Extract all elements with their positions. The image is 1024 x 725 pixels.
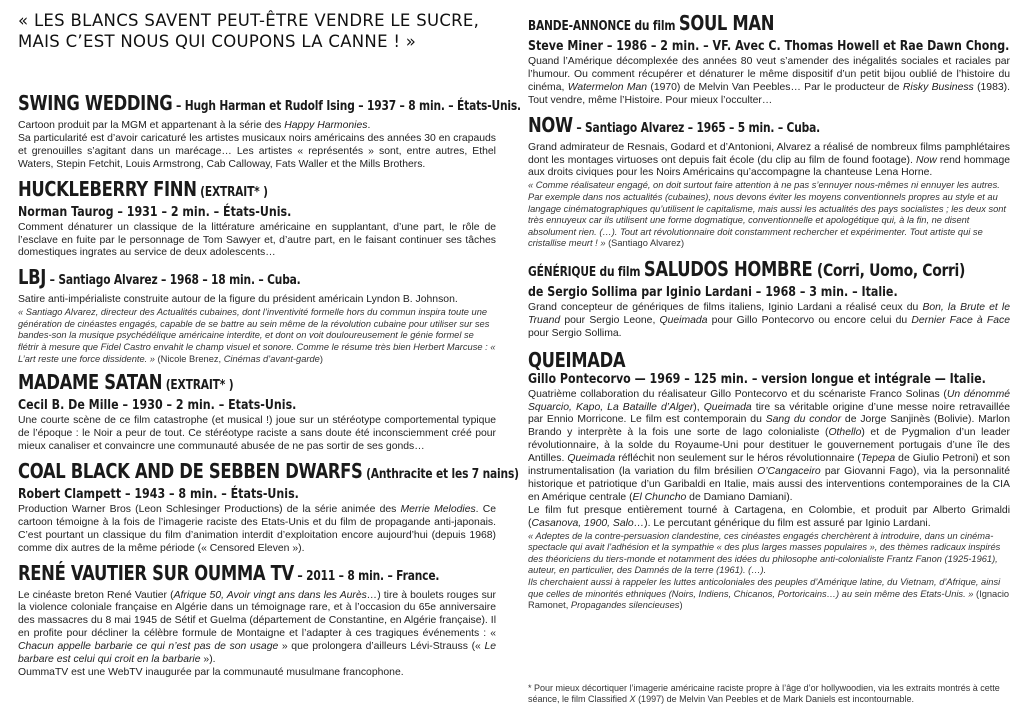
film-title: HUCKLEBERRY FINN xyxy=(18,176,197,201)
text-run: Quand l’Amérique décomplexée des années 80 veut s’amender des inégalités sociales et raciales par l’humour. Ou comment récupérer et dénaturer le même dispositif d’un petit bijou oublié de l’histoire du cinéma, xyxy=(528,56,1010,93)
film-extrait: (EXTRAIT* ) xyxy=(162,378,234,394)
film-title: NOW xyxy=(528,112,573,137)
entry-text xyxy=(528,56,1010,108)
entry-madame-satan xyxy=(18,371,496,454)
text-run: Cinémas d’avant-garde xyxy=(223,353,320,364)
entry-title xyxy=(528,12,923,38)
text-run: Cartoon produit par la MGM et appartenant à la série des xyxy=(18,120,285,131)
film-meta: – Hugh Harman et Rudolf Ising – 1937 – 8 min. – États-Unis. xyxy=(172,99,521,114)
text-run: Sang du condor xyxy=(765,414,842,426)
text-run: Dernier Face à Face xyxy=(911,314,1010,326)
film-meta: Cecil B. De Mille – 1930 – 2 min. – Etats-Unis. xyxy=(18,397,297,414)
text-run: Tepepa xyxy=(860,453,896,465)
film-title: RENÉ VAUTIER SUR OUMMA TV xyxy=(18,560,294,585)
text-run: (Santiago Alvarez) xyxy=(608,238,685,249)
entry-huckleberry-finn xyxy=(18,178,496,261)
film-meta: – Santiago Alvarez – 1968 – 18 min. – Cuba. xyxy=(46,273,301,289)
film-alt-title: (Corri, Uomo, Corri) xyxy=(812,260,966,281)
text-run: (1983). Tout vendre, même l’Histoire. Pour mieux l’occulter… xyxy=(528,81,1010,106)
text-run: rend hommage aux droits civiques pour les Noirs Américains qu’accompagne la chanteuse Lena Horne. xyxy=(528,154,1010,179)
text-run: Afrique 50, Avoir vingt ans dans les Aurès… xyxy=(173,589,378,601)
text-run: Happy Harmonies xyxy=(284,120,368,131)
film-title: SWING WEDDING xyxy=(18,91,173,115)
text-run: Grand admirateur de Resnais, Godard et d’Antonioni, Alvarez a réalisé de nombreux films pamphlétaires dont les montages virtuoses ont depuis fait école (du clip au film de found footage). xyxy=(528,141,1010,166)
entry-title xyxy=(18,560,440,588)
entry-title xyxy=(18,178,410,204)
text-run: Queimada xyxy=(703,401,752,413)
text-run: . xyxy=(367,120,371,131)
text-run: Chacun appelle barbarie ce qui n’est pas de son usage xyxy=(18,641,279,653)
entry-coal-black xyxy=(18,458,519,556)
text-run: * Pour mieux décortiquer l’imagerie américaine raciste propre à l’âge d’or hollywoodien, via les extraits montrés à cette séance, le film Classified xyxy=(528,683,1000,704)
text-run: Othello xyxy=(828,427,862,439)
film-title: SALUDOS HOMBRE xyxy=(643,256,813,281)
text-run: ). Le percutant générique du film est assuré par Iginio Lardani. xyxy=(644,517,931,529)
text-run: Queimada xyxy=(567,453,616,465)
entry-text xyxy=(18,590,496,680)
text-run: ), xyxy=(693,401,704,413)
page-heading-quote xyxy=(18,10,496,52)
text-run: Ils cherchaient aussi à rappeler les luttes anticoloniales des peuples d’Amérique latine, du Vietnam, d’Afrique, ainsi que celles de minorités ethniques (Noirs, Indiens, Chicanos, Portoricains…) au sein même des Etats-Unis. » xyxy=(528,576,1001,599)
entry-now xyxy=(528,114,1010,250)
text-run: de Damiano Damiani). xyxy=(686,491,793,503)
text-run: ) xyxy=(679,600,683,611)
film-prefix: BANDE-ANNONCE du film xyxy=(528,19,679,34)
entry-quote xyxy=(528,180,1010,250)
entry-title xyxy=(18,458,519,486)
text-run: Le film fut presque entièrement tourné à Cartagena, en Colombie, et produit par Alberto Grimaldi ( xyxy=(528,504,1010,529)
text-run: ) et de Pygmalion d’un leader révolutionnaire, à la solde du Royaume-Uni pour destituer le gouvernement portugais d’une île des Antilles. xyxy=(528,427,1010,465)
text-run: Un dénommé Squarcio, Kapo, La Bataille d’Alger xyxy=(528,388,1010,413)
entry-saludos-hombre xyxy=(528,258,1010,341)
text-run: Grand concepteur de génériques de films italiens, Iginio Lardani a réalisé ceux du xyxy=(528,301,923,313)
entry-swing-wedding xyxy=(18,91,521,172)
text-run: Le barbare est celui qui croit en la barbarie xyxy=(18,641,497,666)
entry-text xyxy=(18,120,496,172)
text-run: Bon, la Brute et le Truand xyxy=(528,301,1010,326)
text-run: pour Gillo Pontecorvo ou encore celui du xyxy=(707,314,912,326)
entry-title xyxy=(18,371,410,397)
text-run: par Giovanni Fago), via la personnalité historique et patriotique d’un Garibaldi en Italie, mais aussi des interventions contemporaines de la CIA en Amérique centrale ( xyxy=(528,466,1011,503)
entry-text: Une courte scène de ce film catastrophe (et musical !) joue sur un stéréotype comportemental typique de l’époque : le Noir a peur de tout. Ce stéréotype raciste a sans doute été inconsciemment créé pour mieux canaliser et convaincre une communauté abusée de ne pas sortir de ses gonds… xyxy=(18,415,496,453)
text-run: » que prolongera d’ailleurs Lévi-Strauss (« xyxy=(278,641,485,653)
text-run: réfléchit non seulement sur le héros révolutionnaire ( xyxy=(615,453,861,465)
text-run: Now xyxy=(915,154,937,166)
text-run: »). xyxy=(200,654,216,666)
film-title: QUEIMADA xyxy=(528,347,626,372)
left-column xyxy=(18,0,521,680)
entry-title xyxy=(528,114,923,140)
text-run: Watermelon Man xyxy=(567,81,648,93)
film-prefix: GÉNÉRIQUE du film xyxy=(528,264,644,280)
entry-text xyxy=(528,302,1010,341)
text-run: Production Warner Bros (Leon Schlesinger Productions) de la série animée des xyxy=(18,503,401,515)
text-run: El Chuncho xyxy=(632,491,687,503)
film-meta: – 2011 – 8 min. – France. xyxy=(293,568,440,584)
entry-title xyxy=(528,256,966,284)
text-run: (Ignacio Ramonet, xyxy=(528,588,1010,611)
text-run: (1970) de Melvin Van Peebles… Par le producteur de xyxy=(647,81,903,93)
text-run: (Nicole Brenez, xyxy=(157,353,224,364)
text-run: . Ce cartoon témoigne à la fois de l’imagerie raciste des Etats-Unis et du film de propagande anti-japonais. C’est pourtant un classique du film d’animation interdit d’exploitation encore aujourd’hui (depuis 1968) comme dix autres de la même période (« Censored Eleven »). xyxy=(18,503,496,554)
text-run: ) tire à boulets rouges sur la violence coloniale française en Algérie dans un témoignage rare, et à l’occasion du 65e anniversaire des massacres du 8 mai 1945 de Sétif et Guelma (département de Constantine, en Algérie française). Il en profite pour décliner la célèbre formule de Montaigne et l’adapter à ces tragiques événements : « xyxy=(18,589,496,640)
heading-line-2: MAIS C’EST NOUS QUI COUPONS LA CANNE ! » xyxy=(18,32,417,51)
film-title: MADAME SATAN xyxy=(18,370,163,395)
text-run: pour Sergio Sollima. xyxy=(528,327,622,339)
entry-text xyxy=(18,504,496,556)
text-run: Casanova, 1900, Salo… xyxy=(531,517,645,529)
text-run: Quatrième collaboration du réalisateur Gillo Pontecorvo et du scénariste Franco Solinas ( xyxy=(528,388,947,400)
entry-text: Comment dénaturer un classique de la littérature américaine en supplantant, d’une part, le rôle de l’esclave en fuite par le personnage de Tom Sawyer et, d’autre part, en le faisant continuer ses tâches domestiques ingrates au service de deux adolescents… xyxy=(18,221,496,259)
text-run: Risky Business xyxy=(902,81,974,93)
entry-title xyxy=(18,266,410,292)
text-run: Le cinéaste breton René Vautier ( xyxy=(18,589,174,601)
film-meta: de Sergio Sollima par Iginio Lardani – 1968 – 3 min. – Italie. xyxy=(528,283,898,300)
film-extrait: (EXTRAIT* ) xyxy=(196,184,268,200)
heading-line-1: « LES BLANCS SAVENT PEUT-ÊTRE VENDRE LE SUCRE, xyxy=(18,11,480,30)
text-run: de Giulio Petroni) et son instrumentalisation (la variation du film brésilien xyxy=(528,453,1010,478)
text-run: Sa particularité est d’avoir caricaturé les artistes musicaux noirs américains des années 30 en crapauds et grenouilles s’agitant dans un marécage… Les artistes « représentés » sont, entre autres, Ethel Waters, Stepin Fetchit, Louis Armstrong, Cab Calloway, Fats Waller et the Mills Brothers. xyxy=(18,132,496,170)
footnote xyxy=(528,683,1010,705)
film-meta: Robert Clampett – 1943 – 8 min. – États-Unis. xyxy=(18,485,299,502)
film-subtitle: (Anthracite et les 7 nains) xyxy=(362,466,519,482)
text-run: Merrie Melodies xyxy=(400,503,476,515)
entry-quote xyxy=(528,531,1010,612)
text-run: pour Sergio Leone, xyxy=(560,314,660,326)
text-run: « Adeptes de la contre-persuasion clandestine, ces cinéastes engagés cherchèrent à introduire, dans un cinéma-spectacle qui avait l’adhésion et la sympathie « des plus larges masses populaires », des thèmes radicaux inspirés des théoriciens du tiers-monde et notamment des idées du philosophe anti-colonialiste Frantz Fanon (1925-1961), auteur, en particulier, des Damnés de la terre (1961). (…). xyxy=(528,530,1001,576)
text-run: « Santiago Alvarez, directeur des Actualités cubaines, dont l’inventivité formelle hors du commun inspira toute une génération de cinéastes engagés, capable de se battre au sein même de la révolution cubaine pour utiliser sur ses bandes-son la musique psychédélique américaine interdite, et dont on voit douloureusement le génie formel se flétrir à mesure que Fidel Castro envahit le champ visuel et sonore. Comme le résume très bien Herbert Marcuse : « L’art reste une force dissidente. » xyxy=(18,307,496,364)
film-meta: Norman Taurog – 1931 – 2 min. – États-Unis. xyxy=(18,203,292,220)
film-title: COAL BLACK AND DE SEBBEN DWARFS xyxy=(18,458,363,483)
film-meta: Steve Miner – 1986 – 2 min. – VF. Avec C. Thomas Howell et Rae Dawn Chong. xyxy=(528,38,1010,54)
text-run: X xyxy=(629,694,636,704)
text-run: Queimada xyxy=(659,314,708,326)
entry-rene-vautier xyxy=(18,562,496,680)
right-column xyxy=(528,0,1011,704)
text-run: O’Cangaceiro xyxy=(757,466,821,478)
text-run: OummaTV est une WebTV inaugurée par la communauté musulmane francophone. xyxy=(18,667,404,678)
film-meta: – Santiago Alvarez – 1965 – 5 min. – Cuba. xyxy=(572,120,821,136)
film-title: SOUL MAN xyxy=(678,11,775,35)
entry-title xyxy=(18,91,521,118)
film-title: LBJ xyxy=(18,265,47,290)
film-meta: Gillo Pontecorvo — 1969 – 125 min. – version longue et intégrale — Italie. xyxy=(528,370,986,387)
entry-lbj xyxy=(18,266,496,365)
entry-soul-man xyxy=(528,12,1010,108)
entry-text: Satire anti-impérialiste construite autour de la figure du président américain Lyndon B. Johnson. xyxy=(18,294,458,306)
entry-quote xyxy=(18,307,496,365)
text-run: « Comme réalisateur engagé, on doit surtout faire attention à ne pas s’ennuyer nous-mêmes ni ennuyer les autres. Par exemple dans nos actualités (cubaines), nous devons éviter les moyens conventionnels propres au style et au langage cinématographiques qu’utilisent le capitalisme, mais aussi les actualités des pays socialistes ; les deux sont très ennuyeux car ils utilisent une forme dogmatique, conventionnelle et apologétique qui, à la fin, ne disent absolument rien. (…). Tout art révolutionnaire doit constamment rechercher et expérimenter. Tout artiste qui se cristallise meurt ! » xyxy=(528,180,1007,249)
text-run: Propagandes silencieuses xyxy=(570,600,680,611)
text-run: (1997) de Melvin Van Peebles et de Mark Daniels est incontournable. xyxy=(635,694,915,704)
entry-text xyxy=(528,142,1010,181)
text-run: de Jorge Sanjinès (Bolivie). Marlon Brando y interprète à la fois une sorte de lago colonialiste ( xyxy=(528,414,1010,439)
entry-text xyxy=(528,389,1010,531)
text-run: tire sa véritable origine d’une messe noire retravaillée par Ennio Morricone. Le film est contemporain du xyxy=(528,401,1011,426)
text-run: ) xyxy=(319,353,323,364)
entry-queimada xyxy=(528,349,1010,612)
